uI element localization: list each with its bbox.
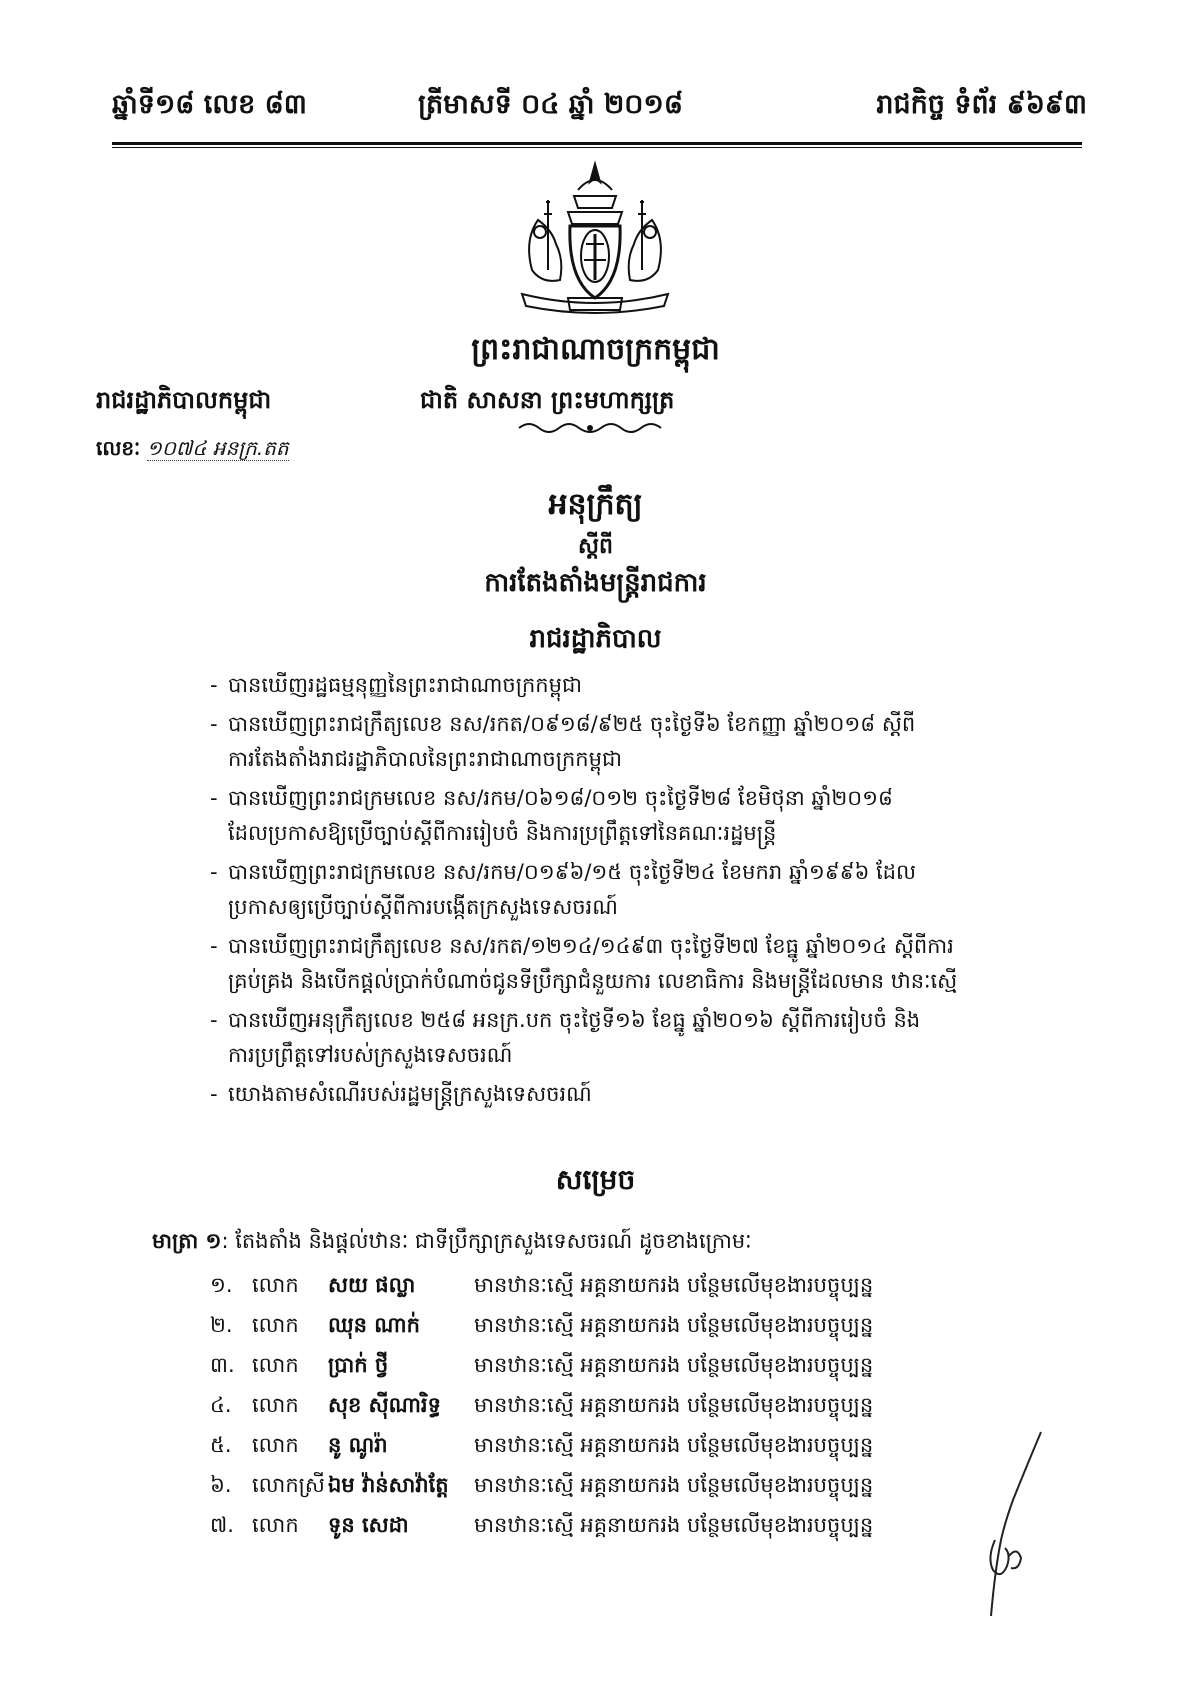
- header-rule: [112, 142, 1082, 145]
- appointee-rank: មានឋានៈស្មើ អគ្គនាយករង បន្ថែមលើមុខងារបច្ចុប្បន្ន: [474, 1393, 874, 1417]
- preamble-line: ប្រកាសឲ្យប្រើច្បាប់ស្តីពីការបង្កើតក្រសួងទេសចរណ៍: [228, 895, 618, 919]
- reference-number: [96, 435, 289, 465]
- ornament-divider-icon: [515, 418, 665, 438]
- document-about: ស្តីពី: [578, 534, 613, 559]
- header-year-issue: ឆ្នាំទី១៨ លេខ ៨៣: [112, 89, 307, 120]
- appointee-row: [210, 1432, 1050, 1472]
- document-type: អនុក្រឹត្យ: [548, 487, 643, 522]
- national-motto: ជាតិ សាសនា ព្រះមហាក្សត្រ: [420, 386, 675, 414]
- handwritten-signature-icon: [965, 1430, 1045, 1630]
- preamble-item: - បានឃើញព្រះរាជក្រមលេខ នស/រកម/០១៩៦/១៥ ចុះថ្ងៃទី២៤ ខែមករា ឆ្នាំ១៩៩៦ ដែល ប្រកាសឲ្យប្រើច្បាប់ស្តីពីការបង្កើតក្រសួងទេសចរណ៍: [210, 855, 990, 925]
- appointee-number: ៤.: [210, 1393, 232, 1417]
- document-subject: ការតែងតាំងមន្ត្រីរាជការ: [484, 568, 707, 598]
- appointee-number: ៥.: [210, 1433, 232, 1457]
- article-label: មាត្រា ១: [152, 1229, 222, 1253]
- appointee-rank: មានឋានៈស្មើ អគ្គនាយករង បន្ថែមលើមុខងារបច្ចុប្បន្ន: [474, 1353, 874, 1377]
- preamble-heading: រាជរដ្ឋាភិបាល: [529, 624, 662, 654]
- appointee-rank: មានឋានៈស្មើ អគ្គនាយករង បន្ថែមលើមុខងារបច្ចុប្បន្ន: [474, 1473, 874, 1497]
- issuer-government: រាជរដ្ឋាភិបាលកម្ពុជា: [96, 386, 272, 414]
- kingdom-title: ព្រះរាជាណាចក្រកម្ពុជា: [471, 332, 720, 367]
- appointee-number: ១.: [210, 1273, 233, 1297]
- appointee-name: សយ ផល្លា: [328, 1273, 416, 1297]
- appointee-name: ទូន សេដា: [328, 1513, 409, 1537]
- appointee-title: លោក: [252, 1513, 299, 1537]
- appointee-title: លោក: [252, 1313, 299, 1337]
- appointee-name: សុខ ស៊ីណារិទ្ធ: [328, 1393, 441, 1417]
- preamble-item: - បានឃើញរដ្ឋធម្មនុញ្ញនៃព្រះរាជាណាចក្រកម្ពុជា: [210, 668, 990, 703]
- appointee-list: [210, 1272, 1050, 1552]
- appointee-row: [210, 1512, 1050, 1552]
- article-text: : តែងតាំង និងផ្តល់ឋានៈ ជាទីប្រឹក្សាក្រសួងទេសចរណ៍ ដូចខាងក្រោមៈ: [221, 1229, 752, 1253]
- appointee-name: ប្រាក់ ថ្វី: [328, 1353, 389, 1377]
- preamble-line: គ្រប់គ្រង និងបើកផ្តល់ប្រាក់បំណាច់ជូនទីប្រឹក្សាជំនួយការ លេខាធិការ និងមន្ត្រីដែលមាន ឋានៈស្មើ: [228, 969, 958, 993]
- appointee-number: ២.: [210, 1313, 233, 1337]
- preamble-item: - បានឃើញអនុក្រឹត្យលេខ ២៥៨ អនក្រ.បក ចុះថ្ងៃទី១៦ ខែធ្នូ ឆ្នាំ២០១៦ ស្តីពីការរៀបចំ និង ការប្រព្រឹត្តទៅរបស់ក្រសួងទេសចរណ៍: [210, 1003, 990, 1073]
- appointee-title: លោក: [252, 1353, 299, 1377]
- appointee-title: លោក: [252, 1273, 299, 1297]
- preamble-line: បានឃើញព្រះរាជក្រមលេខ នស/រកម/០១៩៦/១៥ ចុះថ្ងៃទី២៤ ខែមករា ឆ្នាំ១៩៩៦ ដែល: [228, 860, 916, 884]
- appointee-name: នូ ណូរ៉ា: [328, 1433, 388, 1457]
- appointee-rank: មានឋានៈស្មើ អគ្គនាយករង បន្ថែមលើមុខងារបច្ចុប្បន្ន: [474, 1273, 874, 1297]
- appointee-row: [210, 1472, 1050, 1512]
- header-page-number: រាជកិច្ច ទំព័រ ៩៦៩៣: [876, 89, 1087, 120]
- preamble-line: ដែលប្រកាសឱ្យប្រើច្បាប់ស្តីពីការរៀបចំ និងការប្រព្រឹត្តទៅនៃគណៈរដ្ឋមន្ត្រី: [228, 821, 777, 845]
- preamble-line: ការប្រព្រឹត្តទៅរបស់ក្រសួងទេសចរណ៍: [228, 1043, 513, 1067]
- preamble-line: បានឃើញអនុក្រឹត្យលេខ ២៥៨ អនក្រ.បក ចុះថ្ងៃទី១៦ ខែធ្នូ ឆ្នាំ២០១៦ ស្តីពីការរៀបចំ និង: [228, 1008, 921, 1032]
- article-1: [152, 1228, 752, 1259]
- appointee-number: ៣.: [210, 1353, 235, 1377]
- royal-coat-of-arms-icon: [508, 160, 682, 320]
- preamble-item: - យោងតាមសំណើរបស់រដ្ឋមន្ត្រីក្រសួងទេសចរណ៍: [210, 1077, 990, 1112]
- preamble-line: បានឃើញព្រះរាជក្រមលេខ នស/រកម/០៦១៨/០១២ ចុះថ្ងៃទី២៨ ខែមិថុនា ឆ្នាំ២០១៨: [228, 786, 893, 810]
- decision-heading: សម្រេច: [555, 1163, 636, 1196]
- preamble-item: - បានឃើញព្រះរាជក្រឹត្យលេខ នស/រកត/០៩១៨/៩២៥ ចុះថ្ងៃទី៦ ខែកញ្ញា ឆ្នាំ២០១៨ ស្តីពី ការតែងតាំងរាជរដ្ឋាភិបាលនៃព្រះរាជាណាចក្រកម្ពុជា: [210, 707, 990, 777]
- preamble-line: បានឃើញព្រះរាជក្រឹត្យលេខ នស/រកត/០៩១៨/៩២៥ ចុះថ្ងៃទី៦ ខែកញ្ញា ឆ្នាំ២០១៨ ស្តីពី: [228, 712, 916, 736]
- appointee-row: [210, 1352, 1050, 1392]
- appointee-name: ឯម វ៉ាន់សាវ៉ាត្តែ: [328, 1473, 449, 1497]
- appointee-row: [210, 1312, 1050, 1352]
- preamble-line: បានឃើញព្រះរាជក្រឹត្យលេខ នស/រកត/១២១៤/១៤៩៣ ចុះថ្ងៃទី២៧ ខែធ្នូ ឆ្នាំ២០១៤ ស្តីពីការ: [228, 934, 954, 958]
- appointee-row: [210, 1392, 1050, 1432]
- preamble-line: ការតែងតាំងរាជរដ្ឋាភិបាលនៃព្រះរាជាណាចក្រកម្ពុជា: [228, 747, 622, 771]
- preamble-list: [210, 668, 990, 1116]
- appointee-rank: មានឋានៈស្មើ អគ្គនាយករង បន្ថែមលើមុខងារបច្ចុប្បន្ន: [474, 1433, 874, 1457]
- appointee-title: លោក: [252, 1393, 299, 1417]
- appointee-name: ឈុន ណាក់: [328, 1313, 420, 1337]
- preamble-item: - បានឃើញព្រះរាជក្រមលេខ នស/រកម/០៦១៨/០១២ ចុះថ្ងៃទី២៨ ខែមិថុនា ឆ្នាំ២០១៨ ដែលប្រកាសឱ្យប្រើច្បាប់ស្តីពីការរៀបចំ និងការប្រព្រឹត្តទៅនៃគណៈរដ្ឋមន្ត្រី: [210, 781, 990, 851]
- header-rule-thin: [112, 147, 1082, 148]
- appointee-number: ៧.: [210, 1513, 234, 1537]
- preamble-line: បានឃើញរដ្ឋធម្មនុញ្ញនៃព្រះរាជាណាចក្រកម្ពុជា: [228, 673, 582, 697]
- appointee-number: ៦.: [210, 1473, 232, 1497]
- preamble-item: - បានឃើញព្រះរាជក្រឹត្យលេខ នស/រកត/១២១៤/១៤៩៣ ចុះថ្ងៃទី២៧ ខែធ្នូ ឆ្នាំ២០១៤ ស្តីពីការ គ្រប់គ្រង និងបើកផ្តល់ប្រាក់បំណាច់ជូនទីប្រឹក្សាជំនួយការ លេខាធិការ និងមន្ត្រីដែលមាន ឋានៈស្មើ: [210, 929, 990, 999]
- reference-value: ១០៧៤ អនក្រ.តត: [146, 436, 289, 460]
- preamble-line: យោងតាមសំណើរបស់រដ្ឋមន្ត្រីក្រសួងទេសចរណ៍: [228, 1082, 592, 1106]
- appointee-rank: មានឋានៈស្មើ អគ្គនាយករង បន្ថែមលើមុខងារបច្ចុប្បន្ន: [474, 1513, 874, 1537]
- appointee-rank: មានឋានៈស្មើ អគ្គនាយករង បន្ថែមលើមុខងារបច្ចុប្បន្ន: [474, 1313, 874, 1337]
- appointee-row: [210, 1272, 1050, 1312]
- reference-label: លេខៈ: [96, 436, 141, 460]
- appointee-title: លោកស្រី: [252, 1473, 325, 1497]
- appointee-title: លោក: [252, 1433, 299, 1457]
- header-quarter: ត្រីមាសទី ០៤ ឆ្នាំ ២០១៨: [418, 89, 683, 120]
